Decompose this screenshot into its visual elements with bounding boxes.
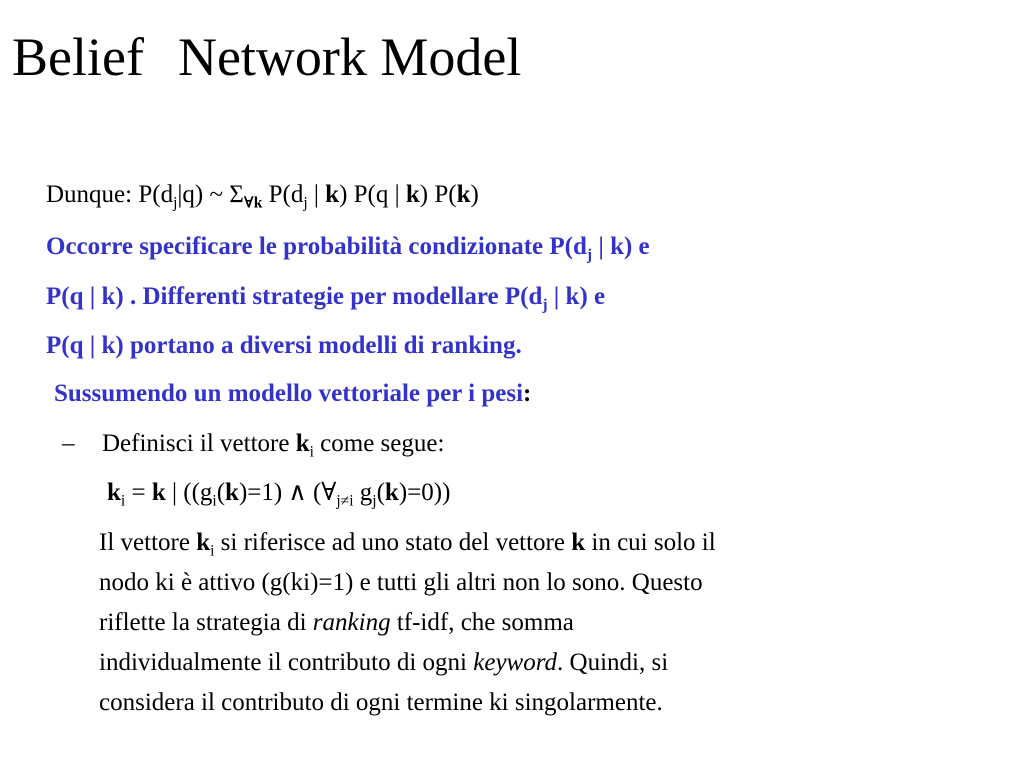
italic-term: keyword: [473, 649, 558, 676]
text: tf-idf, che somma: [390, 609, 574, 636]
text: Il vettore: [99, 529, 197, 556]
text: )=1) ∧ (∀: [238, 479, 337, 506]
subscript: ∀k: [243, 194, 263, 212]
bold-k: k: [571, 529, 586, 556]
subscript: i: [120, 492, 126, 510]
text: P(q | k) portano a diversi modelli di ranking.: [46, 332, 522, 359]
text: ) P(: [419, 181, 457, 208]
italic-term: ranking: [312, 609, 391, 636]
blue-line-3: [46, 333, 522, 358]
text: in cui solo il: [585, 529, 716, 556]
dash-bullet: –: [62, 430, 75, 457]
text: considera il contributo di ogni termine ki singolarmente.: [99, 689, 663, 716]
text: (: [376, 479, 385, 506]
colon: :: [523, 380, 532, 407]
paragraph-line-1: [99, 529, 716, 560]
text: | k) e: [547, 283, 606, 310]
text: Dunque: P(d: [46, 181, 174, 208]
bold-k: k: [196, 529, 211, 556]
text: ) P(q |: [339, 181, 406, 208]
subscript: j: [173, 194, 178, 212]
paragraph-line-3: [99, 610, 574, 635]
text: . Quindi, si: [557, 649, 669, 676]
text: =: [125, 479, 152, 506]
blue-line-2: [46, 283, 606, 314]
bold-k: k: [225, 479, 239, 506]
subscript: j: [303, 194, 308, 212]
subscript: i: [309, 443, 314, 461]
slide-title: [12, 27, 522, 87]
text: |: [307, 181, 326, 208]
text: P(d: [262, 181, 304, 208]
bold-k: k: [295, 430, 310, 457]
blue-line-4: [54, 381, 531, 406]
blue-line-1: [46, 233, 650, 264]
text: )=0)): [398, 479, 451, 506]
text: | ((g: [165, 479, 213, 506]
bullet-line: [62, 430, 445, 461]
title-network-model: Network Model: [177, 27, 522, 87]
definition-formula: [107, 479, 451, 510]
text: come segue:: [313, 430, 445, 457]
text: P(q | k) . Differenti strategie per modellare P(d: [46, 283, 543, 310]
paragraph-line-2: [99, 570, 703, 595]
text: nodo ki è attivo (g(ki)=1) e tutti gli altri non lo sono. Questo: [99, 569, 703, 596]
text: riflette la strategia di: [99, 609, 313, 636]
text: ): [470, 181, 479, 208]
bold-k: k: [405, 181, 420, 208]
text: Occorre specificare le probabilità condizionate P(d: [46, 233, 587, 260]
text: Sussumendo un modello vettoriale per i pesi: [54, 380, 524, 407]
subscript: j≠i: [336, 492, 354, 510]
text: (: [216, 479, 226, 506]
subscript: i: [212, 492, 217, 510]
bold-k: k: [151, 479, 166, 506]
subscript: i: [210, 542, 215, 560]
text: g: [353, 479, 373, 506]
paragraph-line-4: [99, 650, 668, 675]
formula-line: [46, 181, 479, 212]
subscript: j: [586, 246, 593, 264]
paragraph-line-5: [99, 690, 663, 715]
bold-k: k: [325, 181, 340, 208]
text: | k) e: [592, 233, 650, 260]
bold-k: k: [456, 181, 471, 208]
text: Definisci il vettore: [102, 430, 296, 457]
bold-k: k: [384, 479, 399, 506]
text: individualmente il contributo di ogni: [99, 649, 474, 676]
title-word-belief: Belief: [12, 27, 144, 87]
text: si riferisce ad uno stato del vettore: [214, 529, 572, 556]
subscript: j: [372, 492, 377, 510]
text: |q) ~ Σ: [177, 181, 244, 208]
subscript: j: [542, 296, 548, 314]
bold-k: k: [107, 479, 121, 506]
